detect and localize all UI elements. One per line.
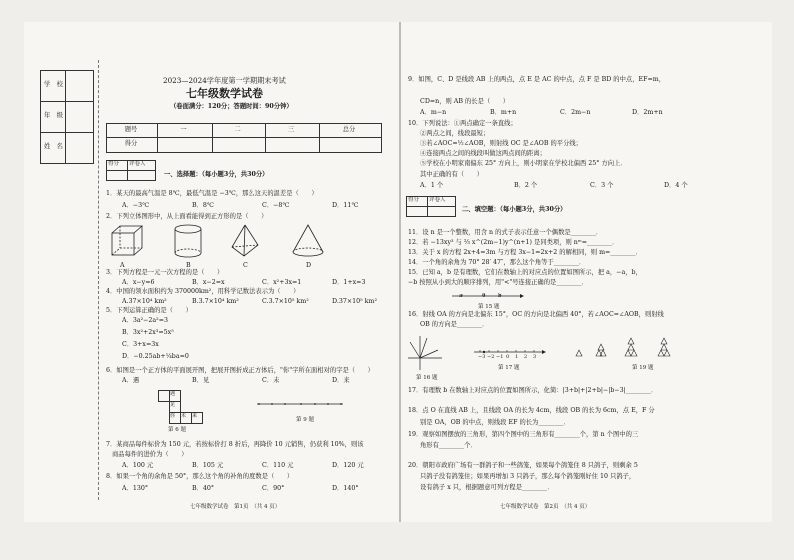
grader2-name-label: 评卷人	[429, 197, 446, 203]
page-fold	[399, 22, 401, 522]
q2-label-d: D	[306, 262, 312, 269]
q14-text: 14．一个角的余角为 70° 28′ 47″，那么这个角等于________．	[408, 259, 586, 266]
q3-text: 3．下列方程是一元一次方程的是（ ）	[106, 269, 224, 276]
triangular-pyramid-figure	[232, 225, 258, 256]
fig9-caption: 第 9 题	[296, 417, 314, 423]
right-page-footer: 七年级数学试卷 第2页 （共 4 页）	[500, 504, 591, 510]
q9-segment-figure	[255, 398, 345, 410]
q7-text-line2: 商品每件的进价为（ ）	[112, 451, 188, 458]
q2-text: 2．下列立体图形中，从上面看能得到正方形的是（ ）	[106, 213, 268, 220]
q15-text-line2: −b 按照从小到大的顺序排列，用"<"号连接正确的是________．	[408, 279, 588, 286]
q12-text: 12．若 −13xy³ 与 ⅔ x^(2m−1)y^(n+1) 是同类项，则 nᵐ=________．	[408, 239, 619, 246]
q9-option-d: D．2m+n	[632, 109, 663, 116]
q8-option-c: C．90°	[262, 485, 285, 492]
q8-option-b: B．40°	[192, 485, 215, 492]
q10-option-b: B．2 个	[514, 182, 538, 189]
fig15-caption: 第 15 题	[478, 304, 500, 310]
net-face-3: 你	[170, 413, 176, 419]
net-face-1: 遇	[170, 391, 176, 397]
net-face-2: 见	[170, 402, 176, 408]
q16-text-line1: 16．射线 OA 的方向是北偏东 15°，OC 的方向是北偏西 40°，若∠AOC=∠AOB，则射线	[408, 311, 664, 318]
q6-text: 6．如图是一个正方体的平面展开图，把展开图折成正方体后，"你"字所在面相对的字是（ ）	[106, 367, 374, 374]
q4-option-c: C.3.7×10⁵ km²	[262, 298, 309, 305]
score-head-3: 三	[287, 126, 295, 133]
q2-solid-figures	[108, 223, 378, 263]
fig19-caption: 第 19 题	[632, 365, 654, 371]
q10-question: 其中正确的有（ ）	[420, 171, 483, 178]
q15-text-line1: 15．已知 a，b 是有理数，它们在数轴上的对应点的位置如图所示，把 a，−a，b，	[408, 269, 642, 276]
q7-option-b: B．105 元	[192, 462, 224, 469]
q19-text-line1: 19．观察如图摆放的三角形，第四个图中的三角形有________个，第 n 个图中的三	[408, 431, 639, 438]
q8-text: 8．如果一个角的余角是 50°，那么这个角的补角的度数是（ ）	[106, 473, 294, 480]
q6-option-b: B．见	[192, 377, 210, 384]
q16-compass-figure	[408, 334, 444, 372]
grade-label: 年 级	[44, 112, 63, 119]
cube-figure	[112, 226, 142, 255]
q8-option-d: D．140°	[332, 485, 359, 492]
q9-text-line2: CD=n，则 AB 的长是（ ）	[420, 98, 510, 105]
name-label: 姓 名	[44, 143, 63, 150]
q3-option-b: B．x−2=x	[192, 279, 225, 286]
score-head-total: 总分	[342, 126, 356, 133]
q10-text: 10．下列说法：①两点确定一条直线；	[408, 120, 517, 127]
grader2-score-label: 得分	[408, 197, 420, 203]
section1-heading: 一、选择题：（每小题3分，共30分）	[164, 171, 269, 178]
q5-option-c: C．3+x=3x	[122, 341, 159, 348]
left-page-footer: 七年级数学试卷 第1页 （共 4 页）	[190, 504, 281, 510]
q7-option-d: D．120 元	[332, 462, 364, 469]
q13-text: 13．关于 x 的方程 2x+4=3m 与方程 3x−1=2x+2 的解相同，则 m=________．	[408, 249, 642, 256]
q7-text-line1: 7．某商品每件标价为 150 元，若按标价打 8 折后，再降价 10 元销售，仍获利 10%，则该	[106, 441, 364, 448]
score-head-label: 题号	[124, 126, 138, 133]
q10-item-2: ②两点之间，线段最短；	[420, 130, 490, 137]
q5-option-a: A．3a²−2a²=3	[122, 317, 168, 324]
section2-heading: 二、填空题：（每小题3分，共30分）	[462, 206, 567, 213]
q1-option-c: C．−8℃	[262, 202, 290, 209]
q17-text: 17．有理数 b 在数轴上对应点的位置如图所示，化简：|3+b|+|2+b|−|b−3|________．	[408, 387, 658, 394]
grader-name-label: 评卷人	[129, 161, 146, 167]
q10-item-5: ⑤学校在小明家南偏东 25° 方向上，则小明家在学校北偏西 25° 方向上．	[420, 160, 627, 167]
q20-text-line2: 只鸽子没有鸽笼住；如果再增加 3 只鸽子，那么每个鸽笼刚好住 10 只鸽子，	[420, 473, 636, 480]
fig6-caption: 第 6 题	[168, 427, 186, 433]
q9-text-line1: 9．如图，C、D 是线段 AB 上的两点，点 E 是 AC 的中点，点 F 是 BD 的中点，EF=m，	[408, 76, 666, 83]
q3-option-c: C．x²+3x=1	[262, 279, 302, 286]
q3-option-a: A．x−y=6	[122, 279, 155, 286]
fig15-label-b: b	[498, 293, 502, 299]
q10-item-4: ④连接两点之间的线段叫做这两点间的距离；	[420, 150, 546, 157]
fig17-tick-0: 0	[506, 354, 510, 360]
net-face-4: 未	[181, 413, 187, 419]
q10-option-d: D．4 个	[664, 182, 688, 189]
fig17-tick-2: 2	[524, 354, 528, 360]
q4-text: 4．中国的领水面积约为 370000km²，用科学记数法表示为（ ）	[106, 288, 300, 295]
q1-option-a: A．−3℃	[122, 202, 150, 209]
q5-text: 5．下列运算正确的是（ ）	[106, 307, 192, 314]
q6-option-a: A．遇	[122, 377, 140, 384]
q6-option-c: C．未	[262, 377, 280, 384]
q18-text-line1: 18．点 O 在直线 AB 上，且线段 OA 的长为 4cm，线段 OB 的长为 6cm，点 E，F 分	[408, 407, 655, 414]
q8-option-a: A．130°	[122, 485, 149, 492]
q7-option-a: A．100 元	[122, 462, 154, 469]
q11-text: 11．设 n 是一个整数，用含 n 的式子表示任意一个偶数是________．	[408, 229, 603, 236]
q20-text-line1: 20．朝阳市政府广场有一群鸽子和一些鸽笼，如果每个鸽笼住 8 只鸽子，则剩余 5	[408, 462, 638, 469]
q19-triangle-pattern	[570, 336, 685, 364]
fig17-tick-neg2: −2	[487, 354, 495, 360]
seal-line	[98, 60, 99, 500]
q1-option-b: B．8℃	[192, 202, 214, 209]
grader-score-label: 得分	[108, 161, 120, 167]
q18-text-line2: 别是 OA，OB 的中点，则线段 EF 的长为________．	[420, 419, 570, 426]
exam-subtitle: （卷面满分：120分；答题时间：90分钟）	[170, 103, 293, 110]
q3-option-d: D．1+x=3	[332, 279, 366, 286]
cone-figure	[293, 225, 323, 256]
score-head-1: 一	[180, 126, 187, 133]
q7-option-c: C．110 元	[262, 462, 294, 469]
q9-option-c: C．2m−n	[560, 109, 591, 116]
q19-text-line2: 角形有________个．	[420, 442, 477, 449]
q9-option-b: B．m+n	[490, 109, 517, 116]
q20-text-line3: 设有鸽子 x 只，根据题意可列方程是________．	[420, 484, 554, 491]
q6-option-d: D．来	[332, 377, 350, 384]
exam-header: 2023—2024学年度第一学期期末考试	[163, 76, 286, 85]
q5-option-b: B．3x²+2x³=5x⁵	[122, 329, 174, 336]
school-label: 学 校	[44, 81, 63, 88]
q4-option-d: D.37×10⁵ km²	[332, 298, 377, 305]
q2-label-a: A	[120, 262, 125, 269]
score-head-2: 二	[234, 126, 241, 133]
net-face-5: 来	[192, 413, 198, 419]
fig17-tick-neg3: −3	[478, 354, 486, 360]
fig17-tick-neg1: −1	[496, 354, 504, 360]
q1-text: 1．某天的最高气温是 8℃，最低气温是 −3℃，那么这天的温差是（ ）	[106, 190, 318, 197]
fig17-tick-3: 3	[533, 354, 537, 360]
q1-option-d: D．11℃	[332, 202, 359, 209]
exam-title: 七年级数学试卷	[186, 87, 263, 100]
q2-label-b: B	[186, 262, 191, 269]
q10-option-c: C．3 个	[590, 182, 614, 189]
q10-item-3: ③若∠AOC=½∠AOB，则射线 OC 是∠AOB 的平分线；	[420, 140, 582, 147]
fig17-tick-1: 1	[515, 354, 519, 360]
q4-option-b: B.3.7×10⁴ km²	[192, 298, 239, 305]
q16-text-line2: OB 的方向是________．	[420, 321, 489, 328]
q10-option-a: A．1 个	[420, 182, 444, 189]
fig15-label-0: 0	[482, 293, 486, 299]
fig16-caption: 第 16 题	[416, 375, 438, 381]
q4-option-a: A.37×10⁴ km²	[122, 298, 167, 305]
fig15-label-a: a	[459, 293, 463, 299]
q15-number-line	[452, 291, 524, 301]
q2-label-c: C	[243, 262, 248, 269]
q9-option-a: A．m−n	[420, 109, 447, 116]
q5-option-d: D．−0.25ab+¼ba=0	[122, 353, 189, 360]
fig17-caption: 第 17 题	[498, 365, 520, 371]
score-row-label: 得分	[124, 140, 138, 147]
cylinder-figure	[175, 225, 201, 257]
